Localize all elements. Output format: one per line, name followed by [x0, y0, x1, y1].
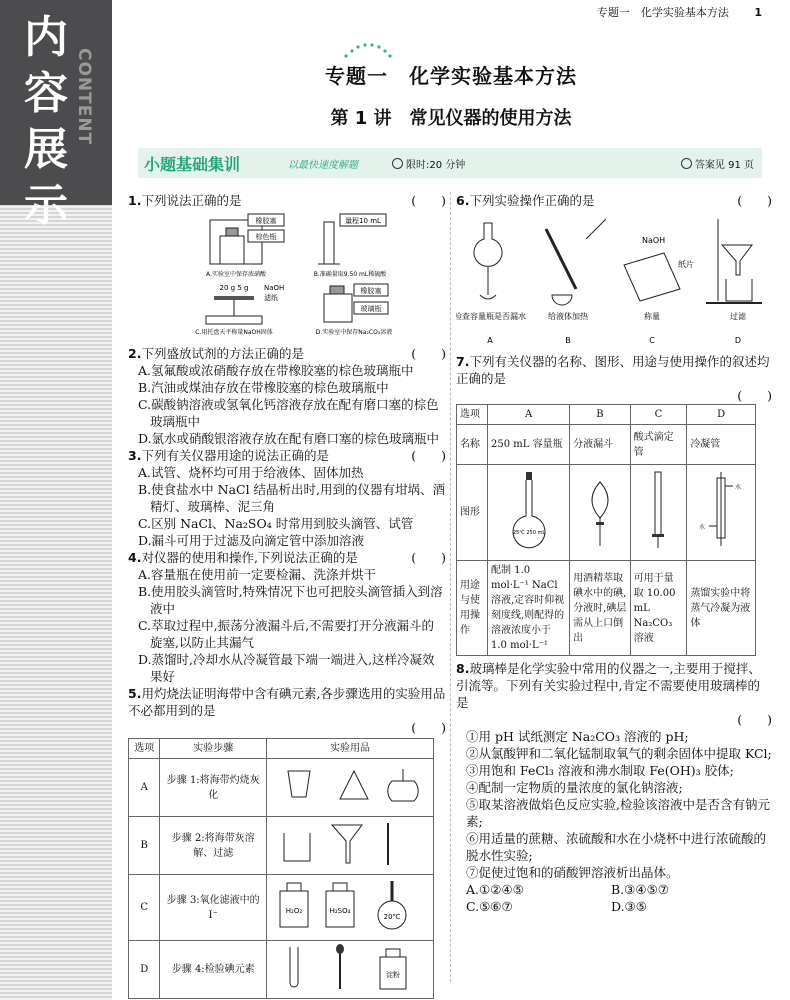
- section-band: [138, 148, 762, 178]
- q8-options-row1: [456, 881, 772, 898]
- svg-text:检查容量瓶是否漏水: 检查容量瓶是否漏水: [456, 312, 526, 321]
- figure-b-cylinder: [314, 214, 387, 278]
- condenser-icon: [693, 470, 749, 550]
- q6-figure: [456, 209, 772, 349]
- svg-text:量程10 mL: 量程10 mL: [345, 217, 381, 225]
- svg-text:NaOH: NaOH: [642, 236, 666, 245]
- q8-item: ⑦促使过饱和的硝酸钾溶液析出晶体。: [466, 865, 679, 880]
- lecture-title: 第 1 讲 常见仪器的使用方法: [330, 108, 572, 129]
- page-number: 1: [754, 6, 762, 19]
- svg-text:水: 水: [735, 484, 742, 491]
- q8-option-d: D.③⑤: [611, 899, 647, 914]
- running-title: 专题一 化学实验基本方法: [596, 6, 729, 19]
- time-limit: 限时:20 分钟: [392, 156, 465, 171]
- sidebar-content-label: CONTENT: [74, 48, 94, 146]
- svg-text:C.用托盘天平称量NaOH固体: C.用托盘天平称量NaOH固体: [195, 329, 273, 336]
- svg-text:20℃: 20℃: [383, 913, 401, 921]
- svg-text:A: A: [487, 336, 493, 345]
- svg-text:棕色瓶: 棕色瓶: [255, 233, 277, 241]
- topic-title: 专题一 化学实验基本方法: [325, 64, 577, 88]
- clock-icon: [392, 158, 403, 169]
- table-row: 名称 250 mL 容量瓶 分液漏斗 酸式滴定管 冷凝管: [457, 425, 756, 465]
- svg-text:纸片: 纸片: [678, 260, 694, 269]
- q4-option-d: D.蒸馏时,冷却水从冷凝管最下端一端进入,这样冷凝效果好: [138, 652, 435, 684]
- table-header-row: 选项 实验步骤 实验用品: [129, 739, 434, 759]
- svg-text:C: C: [649, 336, 655, 345]
- q8-item: ⑥用适量的蔗糖、浓硫酸和水在小烧杯中进行浓硫酸的脱水性实验;: [466, 831, 767, 863]
- question-7: 7.下列有关仪器的名称、图形、用途与使用操作的叙述均正确的是: [456, 354, 770, 386]
- question-8: 8.玻璃棒是化学实验中常用的仪器之一,主要用于搅拌、引流等。下列有关实验过程中,肯定不需要使用玻璃棒的是: [456, 661, 761, 710]
- reagent-bottles-icon: [270, 877, 430, 933]
- svg-text:D: D: [734, 336, 742, 345]
- q6-d-filtration: [706, 219, 762, 345]
- svg-text:淀粉: 淀粉: [386, 971, 400, 979]
- q6-a-flask-check: [456, 223, 526, 345]
- sidebar: [0, 0, 112, 1000]
- svg-text:B: B: [565, 336, 571, 345]
- svg-text:NaOH: NaOH: [264, 284, 285, 292]
- q2-option-b: B.汽油或煤油存放在带橡胶塞的棕色玻璃瓶中: [138, 380, 389, 395]
- q8-item: ④配制一定物质的量浓度的氯化钠溶液;: [466, 780, 683, 795]
- figure-d-bottle: [316, 284, 392, 336]
- svg-text:橡胶塞: 橡胶塞: [360, 287, 382, 295]
- q5-table: [128, 738, 434, 999]
- q8-option-a: A.①②④⑤: [466, 882, 524, 897]
- answer-paren: ( ): [411, 193, 446, 208]
- q7-table: [456, 404, 756, 656]
- svg-text:H₂SO₄: H₂SO₄: [329, 907, 351, 915]
- beaker-funnel-rod-icon: [270, 819, 430, 867]
- question-5: 5.用灼烧法证明海带中含有碘元素,各步骤选用的实验用品不必都用到的是: [128, 686, 446, 718]
- question-1: 1.下列说法正确的是 ( ): [128, 193, 446, 208]
- table-header-row: 选项 A B C D: [457, 405, 756, 425]
- q6-b-heating: [546, 219, 606, 345]
- right-column: 6.下列实验操作正确的是 ( ) 检查容量瓶是否漏水 A 给液体加热 B NaOH 纸片 称量 C 过滤 D 7.下列有关仪器的名称、图形、用途与使用操作的叙述均正确的是 ( ) 选项 A B C D 名称 250 mL 容量瓶 分液漏斗 酸式滴定管 冷凝管 图形 25℃ 250 mL 水 水 用途与使用操作 配制 1.0 mol·L⁻¹ NaCl 溶液,定容时仰视刻度线,则配得的溶液浓度小于 1.0 mol·L⁻¹ 用酒精萃取碘水中的碘,分液时,碘层需从上口倒出 可用于量取 10.00 mL Na₂CO₃ 溶液 蒸馏实验中将蒸气冷凝为液体 8.玻璃棒是化学实验中常用的仪器之一,主要用于搅拌、引流等。下列有关实验过程中,肯定不需要使用玻璃棒的是 ( ) ①用 pH 试纸测定 Na₂CO₃ 溶液的 pH; ②从氯酸钾和二氧化锰制取氧气的剩余固体中提取 KCl; ③用饱和 FeCl₃ 溶液和沸水制取 Fe(OH)₃ 胶体; ④配制一定物质的量浓度的氯化钠溶液; ⑤取某溶液做焰色反应实验,检验该溶液中是否含有钠元素; ⑥用适量的蔗糖、浓硫酸和水在小烧杯中进行浓硫酸的脱水性实验; ⑦促使过饱和的硝酸钾溶液析出晶体。 A.①②④⑤ B.③④⑤⑦ C.⑤⑥⑦ D.③⑤: [456, 193, 772, 914]
- svg-text:A.实验室中保存浓硝酸: A.实验室中保存浓硝酸: [206, 271, 266, 278]
- svg-text:给液体加热: 给液体加热: [548, 312, 588, 321]
- q3-option-b: B.使食盐水中 NaCl 结晶析出时,用到的仪器有坩埚、酒精灯、玻璃棒、泥三角: [138, 482, 446, 514]
- svg-text:H₂O₂: H₂O₂: [285, 907, 303, 915]
- burette-icon: [638, 470, 678, 550]
- svg-text:D.实验室中保存Na₂CO₃溶液: D.实验室中保存Na₂CO₃溶液: [315, 329, 393, 336]
- q8-options-row2: [456, 898, 772, 915]
- decorative-dots: [340, 40, 400, 60]
- phone-icon: [681, 158, 692, 169]
- q8-item: ②从氯酸钾和二氧化锰制取氧气的剩余固体中提取 KCl;: [466, 746, 772, 761]
- left-column: 1.下列说法正确的是 ( ) 橡胶塞 棕色瓶 A.实验室中保存浓硝酸 量程10 mL B.准确量取9.50 mL稀硫酸 20 g 5 g NaOH 滤纸 C.用托盘天平称量NaOH固体 橡胶塞 玻璃瓶 D.实验室中保存Na₂CO₃溶液 2.下列盛放试剂的方法正确的是 ( ) A.氢氟酸或浓硝酸存放在带橡胶塞的棕色玻璃瓶中 B.汽油或煤油存放在带橡胶塞的棕色玻璃瓶中 C.碳酸钠溶液或氢氧化钙溶液存放在配有磨口塞的棕色玻璃瓶中 D.氯水或硝酸银溶液存放在配有磨口塞的棕色玻璃瓶中 3.下列有关仪器用途的说法正确的是 ( ) A.试管、烧杯均可用于给液体、固体加热 B.使食盐水中 NaCl 结晶析出时,用到的仪器有坩埚、酒精灯、玻璃棒、泥三角 C.区别 NaCl、Na₂SO₄ 时常用到胶头滴管、试管 D.漏斗可用于过滤及向滴定管中添加溶液 4.对仪器的使用和操作,下列说法正确的是 ( ) A.容量瓶在使用前一定要检漏、洗涤并烘干 B.使用胶头滴管时,特殊情况下也可把胶头滴管插入到溶液中 C.萃取过程中,振荡分液漏斗后,不需要打开分液漏斗的旋塞,以防止其漏气 D.蒸馏时,冷却水从冷凝管最下端一端进入,这样冷凝效果好 5.用灼烧法证明海带中含有碘元素,各步骤选用的实验用品不必都用到的是 ( ) 选项 实验步骤 实验用品 A 步骤 1:将海带灼烧灰化 B 步骤 2:将海带灰溶解、过滤 C 步骤 3:氧化滤液中的 I⁻ H₂O₂ H₂SO₄ 20℃ D 步骤 4:检验碘元素 淀粉: [128, 192, 446, 999]
- svg-text:滤纸: 滤纸: [264, 294, 278, 302]
- table-row: C 步骤 3:氧化滤液中的 I⁻ H₂O₂ H₂SO₄ 20℃: [129, 875, 434, 941]
- crucible-tripod-lamp-icon: [270, 761, 430, 809]
- q2-option-c: C.碳酸钠溶液或氢氧化钙溶液存放在配有磨口塞的棕色玻璃瓶中: [138, 397, 439, 429]
- q2-option-d: D.氯水或硝酸银溶液存放在配有磨口塞的棕色玻璃瓶中: [138, 431, 440, 446]
- separatory-funnel-icon: [580, 470, 620, 550]
- question-2: 2.下列盛放试剂的方法正确的是 ( ): [128, 346, 446, 361]
- q3-option-a: A.试管、烧杯均可用于给液体、固体加热: [138, 465, 364, 480]
- question-6: 6.下列实验操作正确的是 ( ): [456, 193, 772, 208]
- table-row: 用途与使用操作 配制 1.0 mol·L⁻¹ NaCl 溶液,定容时仰视刻度线,则配得的溶液浓度小于 1.0 mol·L⁻¹ 用酒精萃取碘水中的碘,分液时,碘层需从上口倒出 可用于量取 10.00 mL Na₂CO₃ 溶液 蒸馏实验中将蒸气冷凝为液体: [457, 561, 756, 656]
- column-divider: [450, 192, 451, 982]
- q6-c-weighing: [624, 236, 694, 345]
- question-4: 4.对仪器的使用和操作,下列说法正确的是 ( ): [128, 550, 446, 565]
- volumetric-flask-icon: [504, 470, 554, 550]
- band-slogan: 以最快速度解题: [288, 160, 358, 171]
- svg-text:水: 水: [699, 524, 706, 531]
- figure-c-balance: [195, 284, 284, 336]
- q8-item: ①用 pH 试纸测定 Na₂CO₃ 溶液的 pH;: [466, 729, 689, 744]
- q4-option-b: B.使用胶头滴管时,特殊情况下也可把胶头滴管插入到溶液中: [138, 584, 443, 616]
- page-main: [112, 0, 790, 1000]
- svg-text:过滤: 过滤: [730, 312, 746, 321]
- q3-option-c: C.区别 NaCl、Na₂SO₄ 时常用到胶头滴管、试管: [138, 516, 414, 531]
- svg-text:玻璃瓶: 玻璃瓶: [360, 305, 382, 313]
- svg-text:称量: 称量: [644, 312, 660, 321]
- q1-figure: [128, 209, 446, 341]
- question-3: 3.下列有关仪器用途的说法正确的是 ( ): [128, 448, 446, 463]
- running-header: [597, 4, 762, 20]
- q4-option-c: C.萃取过程中,振荡分液漏斗后,不需要打开分液漏斗的旋塞,以防止其漏气: [138, 618, 435, 650]
- tube-dropper-starch-icon: [270, 943, 430, 991]
- q8-item: ③用饱和 FeCl₃ 溶液和沸水制取 Fe(OH)₃ 胶体;: [466, 763, 734, 778]
- answer-ref: 答案见 91 页: [681, 156, 754, 171]
- sidebar-title: 内 容 展 示: [24, 12, 68, 231]
- q2-option-a: A.氢氟酸或浓硝酸存放在带橡胶塞的棕色玻璃瓶中: [138, 363, 414, 378]
- sidebar-header: [0, 0, 112, 231]
- table-row: D 步骤 4:检验碘元素 淀粉: [129, 941, 434, 999]
- q4-option-a: A.容量瓶在使用前一定要检漏、洗涤并烘干: [138, 567, 377, 582]
- band-label: 小题基础集训: [144, 155, 241, 174]
- table-row: B 步骤 2:将海带灰溶解、过滤: [129, 817, 434, 875]
- q8-option-c: C.⑤⑥⑦: [466, 899, 513, 914]
- q8-option-b: B.③④⑤⑦: [611, 882, 669, 897]
- q8-item: ⑤取某溶液做焰色反应实验,检验该溶液中是否含有钠元素;: [466, 797, 770, 829]
- svg-text:20 g 5 g: 20 g 5 g: [219, 284, 249, 292]
- figure-a-bottle: [206, 214, 284, 278]
- q3-option-d: D.漏斗可用于过滤及向滴定管中添加溶液: [138, 533, 365, 548]
- table-row: 图形 25℃ 250 mL 水 水: [457, 465, 756, 561]
- svg-text:橡胶塞: 橡胶塞: [255, 217, 277, 225]
- svg-text:25℃ 250 mL: 25℃ 250 mL: [512, 530, 545, 536]
- svg-text:B.准确量取9.50 mL稀硫酸: B.准确量取9.50 mL稀硫酸: [313, 271, 387, 278]
- table-row: A 步骤 1:将海带灼烧灰化: [129, 759, 434, 817]
